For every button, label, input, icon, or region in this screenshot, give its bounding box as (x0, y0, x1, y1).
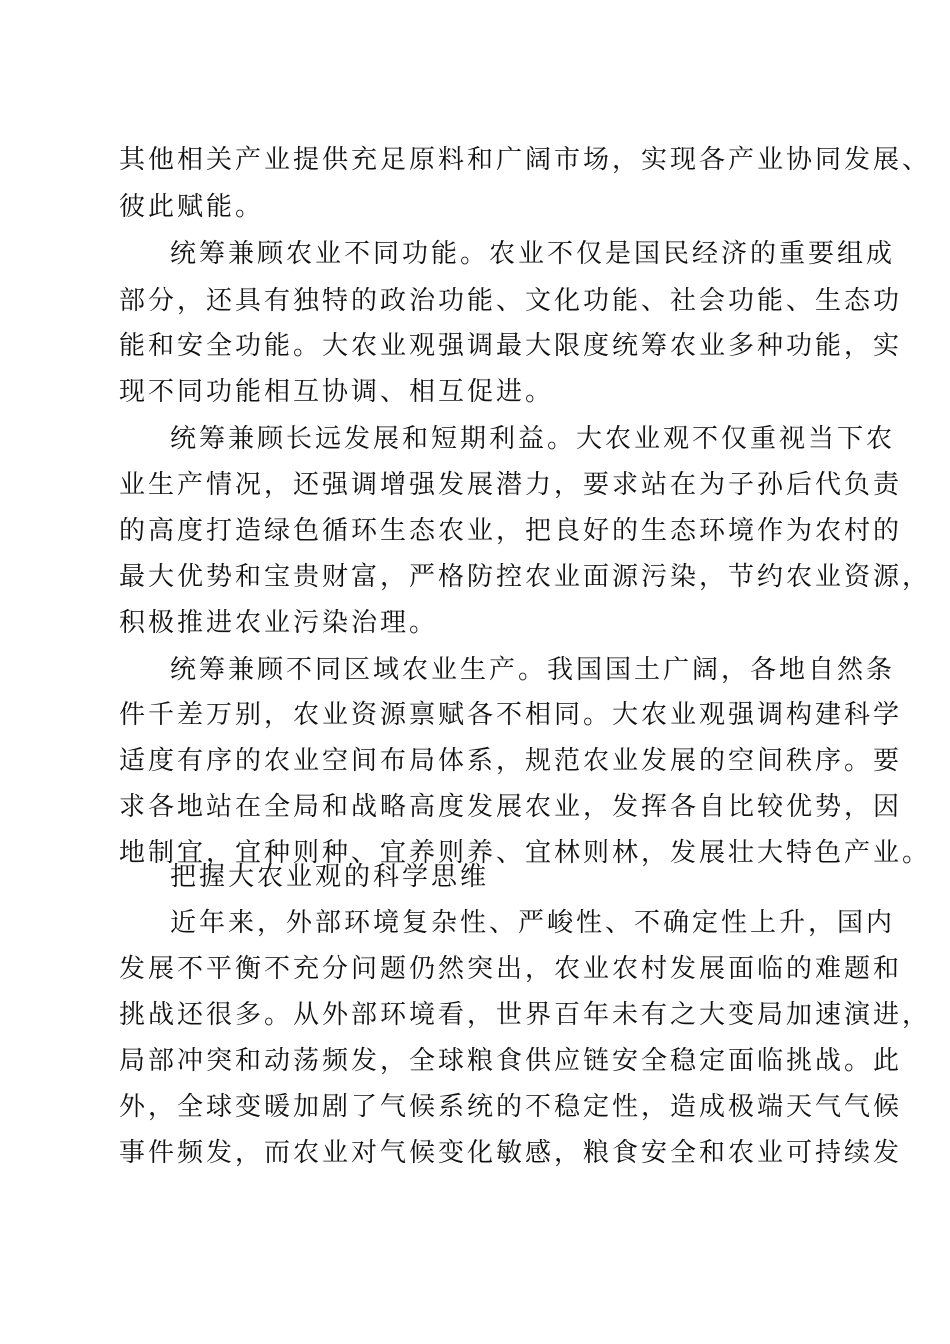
text-line: 发展不平衡不充分问题仍然突出，农业农村发展面临的难题和 (119, 954, 903, 984)
text-line: 近年来，外部环境复杂性、严峻性、不确定性上升，国内 (170, 908, 896, 938)
text-line: 求各地站在全局和战略高度发展农业，发挥各自比较优势，因 (119, 792, 903, 822)
text-line: 适度有序的农业空间布局体系，规范农业发展的空间秩序。要 (119, 746, 903, 776)
section-heading: 把握大农业观的科学思维 (170, 862, 490, 892)
text-line: 彼此赋能。 (119, 192, 265, 222)
text-line: 现不同功能相互协调、相互促进。 (119, 377, 555, 407)
text-line: 部分，还具有独特的政治功能、文化功能、社会功能、生态功 (119, 286, 903, 316)
text-line: 其他相关产业提供充足原料和广阔市场，实现各产业协同发展、 (119, 145, 932, 175)
text-line: 统筹兼顾农业不同功能。农业不仅是国民经济的重要组成 (170, 239, 896, 269)
text-line: 能和安全功能。大农业观强调最大限度统筹农业多种功能，实 (119, 331, 903, 361)
text-line: 业生产情况，还强调增强发展潜力，要求站在为子孙后代负责 (119, 470, 903, 500)
text-line: 事件频发，而农业对气候变化敏感，粮食安全和农业可持续发 (119, 1138, 903, 1168)
text-line: 的高度打造绿色循环生态农业，把良好的生态环境作为农村的 (119, 516, 903, 546)
text-line: 最大优势和宝贵财富，严格防控农业面源污染，节约农业资源， (119, 562, 932, 592)
text-line: 积极推进农业污染治理。 (119, 608, 439, 638)
text-line: 件千差万别，农业资源禀赋各不相同。大农业观强调构建科学 (119, 700, 903, 730)
text-line: 地制宜，宜种则种、宜养则养、宜林则林，发展壮大特色产业。 (119, 838, 932, 868)
text-line: 统筹兼顾长远发展和短期利益。大农业观不仅重视当下农 (170, 424, 896, 454)
text-line: 统筹兼顾不同区域农业生产。我国国土广阔，各地自然条 (170, 655, 896, 685)
text-line: 外，全球变暖加剧了气候系统的不稳定性，造成极端天气气候 (119, 1092, 903, 1122)
text-line: 挑战还很多。从外部环境看，世界百年未有之大变局加速演进， (119, 1000, 932, 1030)
text-line: 局部冲突和动荡频发，全球粮食供应链安全稳定面临挑战。此 (119, 1046, 903, 1076)
